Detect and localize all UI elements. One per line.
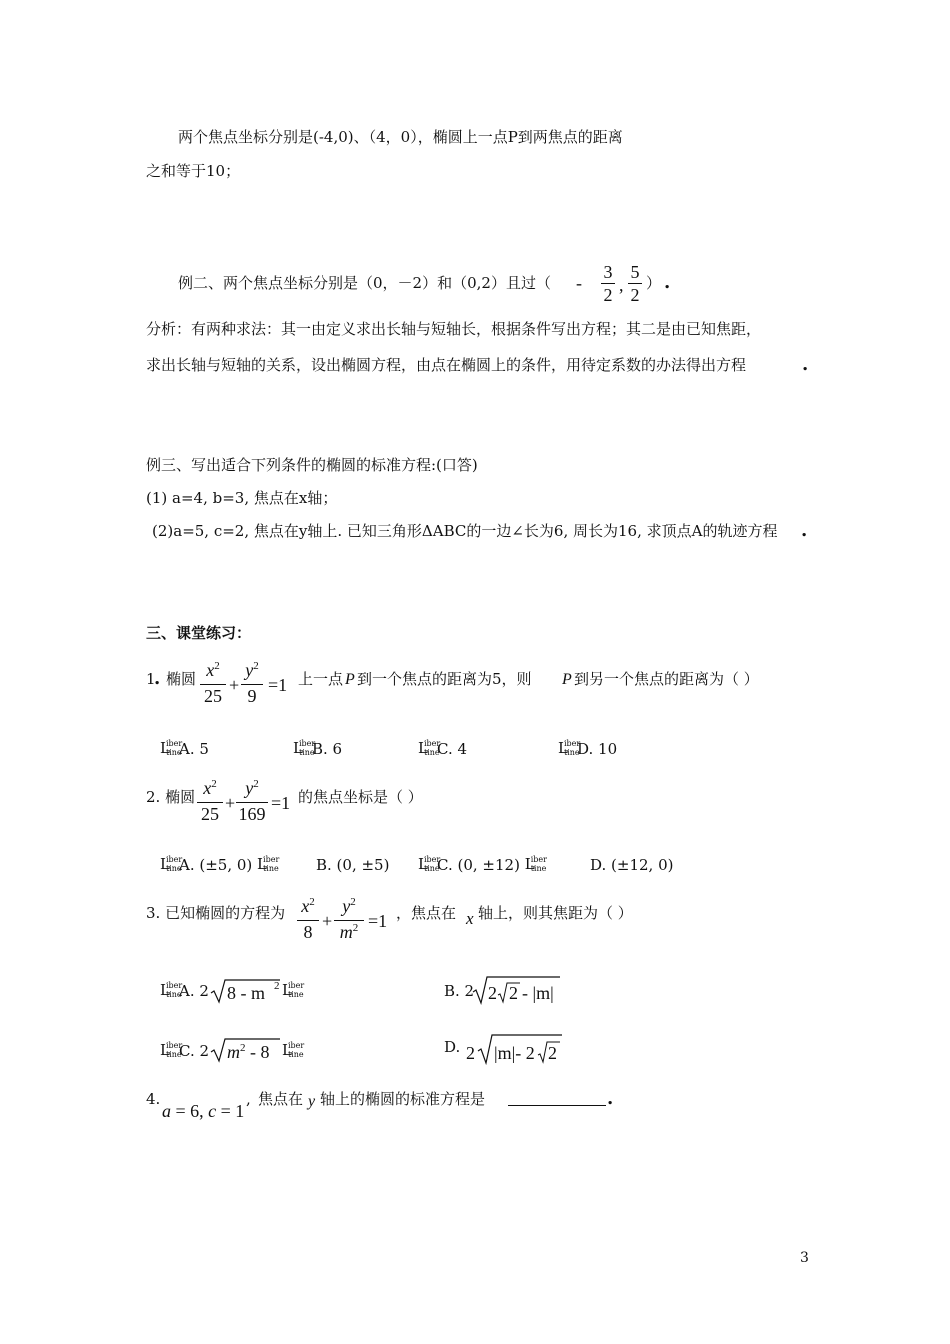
q2-option-d: D. (±12, 0)	[590, 856, 674, 874]
q3-option-a-radical: 8 - m 2	[210, 978, 280, 1004]
example3-item-1: (1) a=4, b=3, 焦点在x轴；	[146, 489, 338, 507]
q1-text-c: 到另一个焦点的距离为（ ）	[574, 670, 759, 688]
q2-fraction-y: $y^2$ 169	[236, 778, 268, 824]
ligature-glyph-icon: L iber tine	[160, 980, 183, 999]
example2-dot: .	[664, 272, 671, 293]
example2-fraction-2: 5 2	[628, 262, 642, 305]
ligature-glyph-icon: L iber tine	[524, 854, 547, 873]
q3-suffix: 轴上，则其焦距为（ ）	[478, 904, 633, 922]
section-title: 三、课堂练习：	[146, 624, 252, 642]
q4-text-1: 焦点在	[258, 1090, 304, 1108]
ligature-glyph-icon: L iber tine	[418, 854, 441, 873]
q1-p1: P	[345, 671, 355, 688]
q2-option-b: B. (0, ±5)	[316, 856, 390, 874]
example2-suffix: ）	[646, 274, 662, 292]
q4-answer-blank[interactable]	[508, 1093, 606, 1106]
q2-prefix: 2. 椭圆	[146, 788, 196, 806]
ligature-glyph-icon: L iber tine	[160, 738, 183, 757]
q4-y: y	[308, 1093, 316, 1110]
q3-plus: +	[322, 911, 333, 931]
q3-axis: x	[466, 909, 474, 928]
q3-option-d-label: D.	[444, 1038, 461, 1056]
ligature-glyph-icon: L iber tine	[257, 854, 280, 873]
q1-option-a: L iber tine A. 5	[160, 738, 209, 758]
ligature-glyph-icon: L iber tine	[160, 854, 183, 873]
q2-plus: +	[225, 793, 236, 813]
q1-option-c: L iber tine C. 4	[418, 738, 468, 758]
ligature-glyph-icon: L iber tine	[160, 1040, 183, 1059]
q3-option-b-radical: 2 2 - |m|	[472, 975, 560, 1005]
q1-text-a: 上一点	[298, 670, 344, 688]
q3-option-c: L iber tine C. 2	[160, 1040, 210, 1060]
intro-line-1: 两个焦点坐标分别是(-4,0)、（4，0），椭圆上一点P到两焦点的距离	[178, 128, 623, 146]
q3-option-b-label: B. 2	[444, 982, 475, 1000]
q3-prefix: 3. 已知椭圆的方程为	[146, 904, 286, 922]
analysis-line-2-dot: .	[802, 354, 809, 375]
q3-option-c-trail	[282, 1040, 305, 1060]
q3-option-a: L iber tine A. 2	[160, 980, 209, 1000]
ligature-glyph-icon: L iber tine	[282, 980, 305, 999]
q1-fraction-y: $y^2$ 9	[241, 660, 263, 706]
q3-fraction-y: $y^2$ $m^2$	[334, 896, 364, 945]
analysis-line-2: 求出长轴与短轴的关系，设出椭圆方程，由点在椭圆上的条件，用待定系数的办法得出方程	[146, 356, 747, 374]
q3-mid: ，焦点在	[396, 904, 457, 922]
ligature-glyph-icon: L iber tine	[293, 738, 316, 757]
q2-fraction-x: $x^2$ 25	[197, 778, 223, 824]
example2-fraction-1: 3 2	[601, 262, 615, 305]
q1-number: 1	[146, 670, 156, 688]
example3-item-2: (2)a=5, c=2, 焦点在y轴上. 已知三角形ΔABC的一边∠长为6, 周长为16, 求顶点A的轨迹方程	[152, 522, 778, 540]
page-number: 3	[800, 1250, 809, 1266]
q4-number: 4.	[146, 1090, 161, 1108]
q2-equals: =1	[271, 793, 291, 813]
example2-comma: ,	[619, 275, 624, 295]
q1-text-b: 到一个焦点的距离为5，则	[357, 670, 532, 688]
q1-option-b: L iber tine B. 6	[293, 738, 343, 758]
q2-option-c: L iber tine C. (0, ±12) L iber tine	[418, 854, 547, 874]
intro-line-2: 之和等于10；	[146, 162, 241, 180]
example2-text: 例二、两个焦点坐标分别是（0，－2）和（0,2）且过（	[178, 274, 551, 292]
q1-equals: =1	[268, 675, 288, 695]
analysis-line-1: 分析：有两种求法：其一由定义求出长轴与短轴长，根据条件写出方程；其二是由已知焦距，	[146, 320, 762, 338]
ligature-glyph-icon: L iber tine	[282, 1040, 305, 1059]
q1-p2: P	[562, 671, 572, 688]
q3-option-c-radical: $m^2 - 8$	[210, 1037, 280, 1063]
example2-minus: -	[576, 273, 582, 293]
q3-option-d-radical: 2 |m|- 2 2	[466, 1033, 562, 1065]
q4-text-2: 轴上的椭圆的标准方程是	[320, 1090, 486, 1108]
example3-item-2-dot: .	[801, 520, 808, 541]
ligature-glyph-icon: L iber tine	[558, 738, 581, 757]
example3-title: 例三、写出适合下列条件的椭圆的标准方程:(口答)	[146, 456, 478, 474]
q1-option-d: L iber tine D. 10	[558, 738, 618, 758]
q1-plus: +	[229, 675, 240, 695]
q4-dot: .	[607, 1088, 614, 1109]
q1-fraction-x: $x^2$ 25	[200, 660, 226, 706]
q3-option-a-trail	[282, 980, 305, 1000]
q3-equals: =1	[368, 911, 388, 931]
q3-fraction-x: $x^2$ 8	[297, 896, 319, 942]
ligature-glyph-icon: L iber tine	[418, 738, 441, 757]
q1-dot: .	[154, 668, 161, 689]
q2-suffix: 的焦点坐标是（ ）	[298, 788, 423, 806]
q2-option-a: L iber tine A. (±5, 0) L iber tine	[160, 854, 280, 874]
q4-comma: ,	[246, 1090, 251, 1108]
q4-condition: a = 6, c = 1	[162, 1101, 245, 1121]
q1-word: 椭圆	[166, 670, 197, 688]
